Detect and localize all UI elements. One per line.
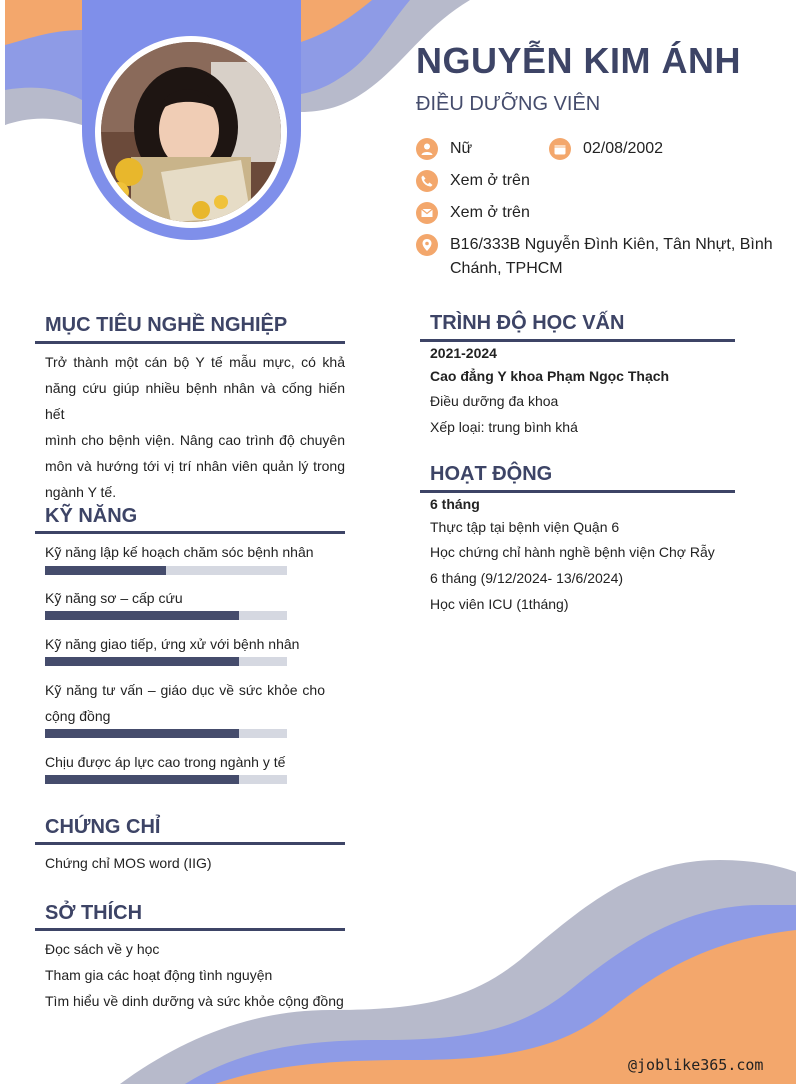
hobby-item: Tìm hiểu về dinh dưỡng và sức khỏe cộng đồng — [45, 993, 344, 1009]
skill-bar-fill — [45, 775, 239, 784]
skill-bar — [45, 729, 287, 738]
activities-period: 6 tháng — [430, 496, 480, 512]
activity-item: Học viên ICU (1tháng) — [430, 596, 569, 612]
address-value — [450, 233, 773, 281]
activities-divider — [420, 490, 735, 493]
skills-heading: KỸ NĂNG — [45, 505, 138, 527]
gender-value: Nữ — [450, 140, 473, 157]
education-grade: Xếp loại: trung bình khá — [430, 419, 578, 435]
skill-bar — [45, 775, 287, 784]
skill-bar-fill — [45, 566, 166, 575]
email-value: Xem ở trên — [450, 204, 530, 221]
hobbies-heading: SỞ THÍCH — [45, 902, 143, 924]
objective-text — [45, 349, 345, 505]
skill-bar — [45, 566, 287, 575]
skill-label-continued: cộng đồng — [45, 708, 111, 724]
birthdate-row — [549, 138, 663, 161]
skills-divider — [35, 531, 345, 534]
skill-bar-fill — [45, 611, 239, 620]
skill-label: Kỹ năng tư vấn – giáo dục về sức khỏe cho — [45, 682, 325, 698]
objective-divider — [35, 341, 345, 344]
education-period: 2021-2024 — [430, 345, 497, 361]
skill-label: Kỹ năng giao tiếp, ứng xử với bệnh nhân — [45, 636, 300, 652]
objective-line: Trở thành một cán bộ Y tế mẫu mực, có khả — [45, 354, 345, 370]
profile-photo — [101, 42, 281, 222]
skill-bar — [45, 611, 287, 620]
objective-heading: MỤC TIÊU NGHỀ NGHIỆP — [45, 314, 288, 336]
education-heading: TRÌNH ĐỘ HỌC VẤN — [430, 312, 625, 334]
candidate-name: NGUYỄN KIM ÁNH — [416, 40, 742, 81]
birthdate-value: 02/08/2002 — [583, 140, 664, 157]
hobbies-divider — [35, 928, 345, 931]
objective-line: năng cứu giúp nhiều bệnh nhân và cống hiến hết — [45, 380, 345, 422]
skill-label: Kỹ năng sơ – cấp cứu — [45, 590, 183, 606]
skill-bar-fill — [45, 657, 239, 666]
activity-item: 6 tháng (9/12/2024- 13/6/2024) — [430, 570, 624, 586]
hobby-item: Tham gia các hoạt động tình nguyện — [45, 967, 273, 983]
objective-line: môn và hướng tới vị trí nhân viên quản lý trong — [45, 458, 345, 474]
phone-row — [416, 170, 530, 193]
phone-icon — [416, 170, 438, 192]
phone-value: Xem ở trên — [450, 172, 530, 189]
certificates-divider — [35, 842, 345, 845]
skill-bar — [45, 657, 287, 666]
activity-item: Học chứng chỉ hành nghề bệnh viện Chợ Rẫy — [430, 544, 715, 560]
email-row — [416, 202, 530, 225]
gender-row — [416, 138, 472, 161]
education-major: Điều dưỡng đa khoa — [430, 393, 559, 409]
skill-label: Chịu được áp lực cao trong ngành y tế — [45, 754, 286, 770]
hobby-item: Đọc sách về y học — [45, 941, 160, 957]
calendar-icon — [549, 138, 571, 160]
certificate-item: Chứng chỉ MOS word (IIG) — [45, 855, 212, 871]
skill-bar-fill — [45, 729, 239, 738]
education-school: Cao đẳng Y khoa Phạm Ngọc Thạch — [430, 368, 670, 384]
mail-icon — [416, 202, 438, 224]
user-icon — [416, 138, 438, 160]
address-row — [416, 234, 776, 281]
location-pin-icon — [416, 234, 438, 256]
activity-item: Thực tập tại bệnh viện Quận 6 — [430, 519, 620, 535]
objective-line: ngành Y tế. — [45, 484, 117, 500]
footer-website: @joblike365.com — [628, 1056, 764, 1074]
objective-line: mình cho bệnh viện. Nâng cao trình độ chuyên — [45, 432, 345, 448]
education-divider — [420, 339, 735, 342]
job-title: ĐIỀU DƯỠNG VIÊN — [416, 93, 601, 115]
address-line-2: Chánh, TPHCM — [450, 260, 563, 277]
address-line-1: B16/333B Nguyễn Đình Kiên, Tân Nhựt, Bình — [450, 236, 773, 253]
certificates-heading: CHỨNG CHỈ — [45, 816, 161, 838]
skill-label: Kỹ năng lập kế hoạch chăm sóc bệnh nhân — [45, 544, 314, 560]
activities-heading: HOẠT ĐỘNG — [430, 463, 553, 485]
